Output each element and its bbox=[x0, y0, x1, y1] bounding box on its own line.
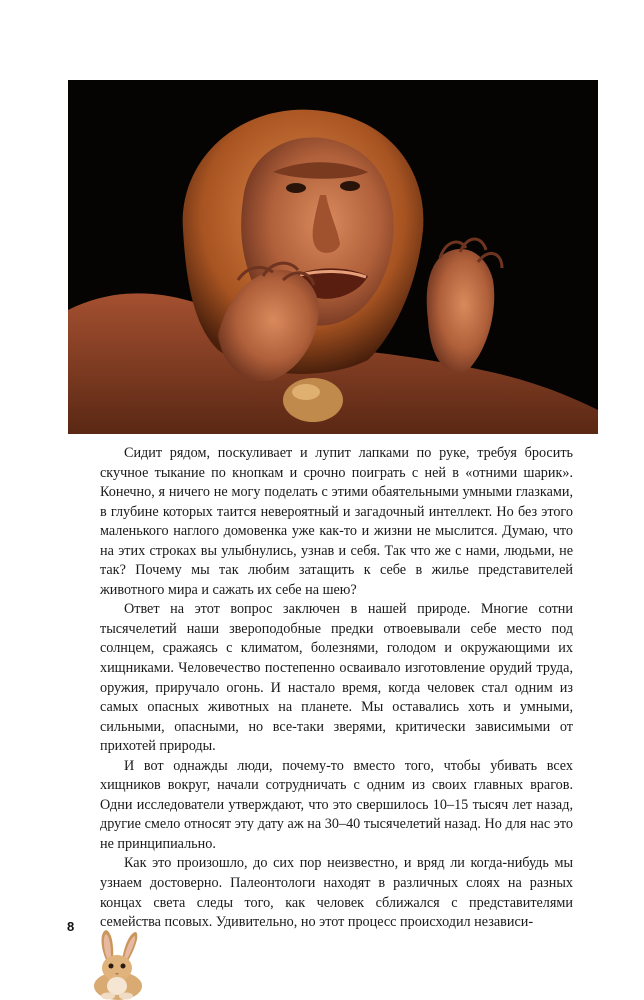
paragraph-3: И вот однажды люди, почему-то вместо того, чтобы убивать всех хищников вокруг, начали сотрудничать с одним из своих главных врагов. Одни исследователи утверждают, что это свершилось 10–15 тысяч лет назад, другие смело относят эту дату аж на 30–40 тысячелетий назад. Но для нас это не принципиально. bbox=[100, 757, 573, 852]
early-hominid-reconstruction-photo bbox=[68, 80, 598, 434]
article-body bbox=[100, 444, 573, 933]
rabbit-illustration bbox=[86, 928, 148, 1000]
page-number: 8 bbox=[67, 919, 75, 934]
paragraph-2: Ответ на этот вопрос заключен в нашей природе. Многие сотни тысячелетий наши звероподобные предки отвоевывали себе место под солнцем, сражаясь с климатом, болезнями, голодом и окружающими их хищниками. Человечество постепенно осваивало изготовление орудий труда, оружия, приручало огонь. И настало время, когда человек стал одним из самых опасных животных на планете. Мы оставались хоть и умными, сильными, опасными, но все-таки зверями, критически зависимыми от прихотей природы. bbox=[100, 601, 573, 755]
hominid-photo bbox=[68, 80, 598, 434]
paragraph-4: Как это произошло, до сих пор неизвестно, и вряд ли когда-нибудь мы узнаем достоверно. Палеонтологи находят в различных слоях на разных концах света следы того, как человек сближался с представителями семейства псовых. Удивительно, но этот процесс происходил независи- bbox=[100, 855, 573, 931]
rabbit-icon bbox=[86, 928, 148, 1000]
paragraph-1: Сидит рядом, поскуливает и лупит лапками по руке, требуя бросить скучное тыкание по кнопкам и срочно поиграть с ней в «отними шарик». Конечно, я ничего не могу поделать с этими обаятельными умными глазками, в глубине которых таится невероятный и загадочный интеллект. Но без этого маленького наглого домовенка уже как-то и жизни не мыслится. Думаю, что на этих строках вы улыбнулись, узнав и себя. Так что же с нами, людьми, не так? Почему мы так любим затащить к себе в жилье представителей животного мира и сажать их себе на шею? bbox=[100, 445, 573, 598]
